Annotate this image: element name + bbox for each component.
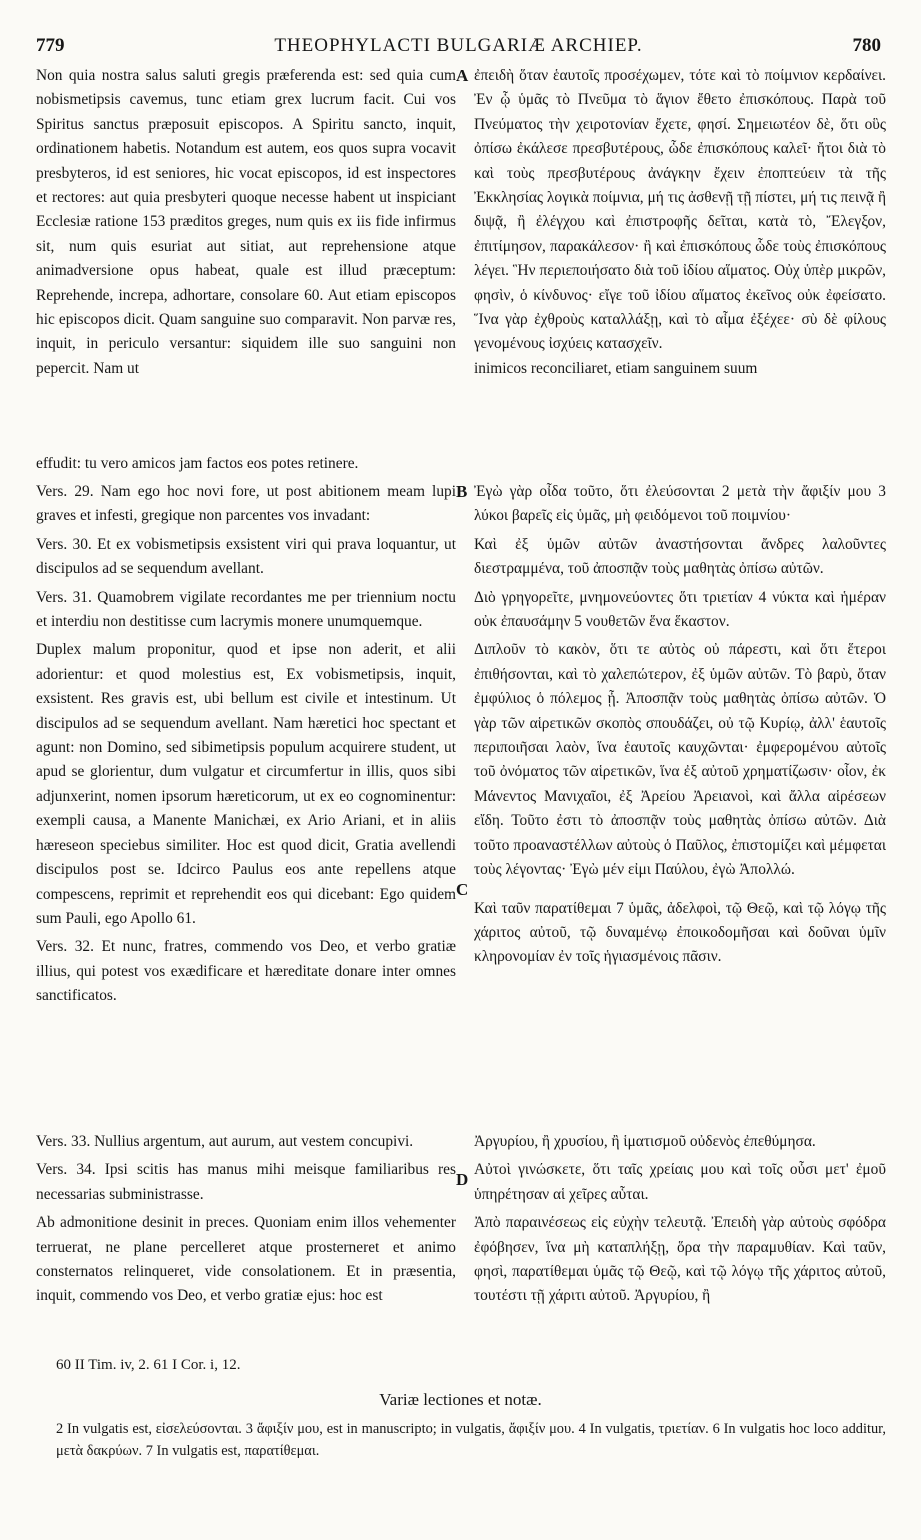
footnotes: 60 II Tim. iv, 2. 61 I Cor. i, 12. <box>56 1357 241 1373</box>
verse-29: Vers. 29. Nam ego hoc novi fore, ut post abitionem meam lupi graves et infesti, gregique non parcentes vos invadant: <box>36 483 456 525</box>
latin-column-top <box>36 64 456 381</box>
running-title: THEOPHYLACTI BULGARIÆ ARCHIEP. <box>274 35 643 56</box>
greek-closing: Ἀπὸ παραινέσεως εἰς εὐχὴν τελευτᾷ. Ἐπειδὴ γὰρ αὐτοὺς σφόδρα ἐφόβησεν, ἵνα μὴ καταπλήξῃ, ὅρα τὴν παραμυθίαν. Καὶ ταῦν, φησὶ, παρατίθεμαι ὑμᾶς τῷ Θεῷ, καὶ τῷ λόγῳ τῆς χάριτος αὐτοῦ, τουτέστι τῇ χάριτι αὐτοῦ. Ἀργυρίου, ἢ <box>474 1214 886 1305</box>
commentary-paragraph: Duplex malum proponitur, quod et ipse non aderit, et alii adorientur: et quod molestius est, Ex vobismetipsis, inquit, exsistent. Res gravis est, ubi bellum est civile et intestinum. Ut discipulos ad se sequendum avellant. Nam hæretici hoc spectant et agunt: non Domino, sed sibimetipsis populum acquirere student, ut apud se glorientur, dum vulgatur et circumfertur in illis, quos sibi adjunxerint, nomen ipsorum hæreticorum, ut ex eo cognominentur: exempli causa, a Manente Manichæi, ex Ario Ariani, et in aliis hæreseon speciebus similiter. Hoc est quod dicit, Gratia avellendi discipulos post se. Idcirco Paulus eos ante repellens atque compescens, reprimit et reprehendit eos qui dicebant: Ego quidem sum Pauli, ego Apollo 61. <box>36 641 456 927</box>
page-number-left: 779 <box>36 35 65 56</box>
latin-column-mid <box>36 480 456 1009</box>
latin-column-low <box>36 1130 456 1309</box>
greek-verse-30: Καὶ ἐξ ὑμῶν αὐτῶν ἀναστήσονται ἄνδρες λαλοῦντες διεστραμμένα, τοῦ ἀποσπᾷν τοὺς μαθητὰς ὀπίσω αὐτῶν. <box>474 535 886 578</box>
full-width-line: effudit: tu vero amicos jam factos eos potes retinere. <box>36 455 359 472</box>
verse-32: Vers. 32. Et nunc, fratres, commendo vos Deo, et verbo gratiæ illius, qui potest vos exædificare et hæreditate donare inter omnes sanctificatos. <box>36 938 456 1005</box>
section-marker-b: B <box>456 482 468 501</box>
greek-verse-29: Ἐγὼ γὰρ οἶδα τοῦτο, ὅτι ἐλεύσονται 2 μετὰ τὴν ἄφιξίν μου 3 λύκοι βαρεῖς εἰς ὑμᾶς, μὴ φειδόμενοι τοῦ ποιμνίου· <box>474 483 886 525</box>
latin-paragraph: Non quia nostra salus saluti gregis præferenda est: sed quia cum nobismetipsis cavemus, tunc etiam grex lucrum facit. Cui vos Spiritus sanctus præposuit episcopos. A Spiritu sancto, inquit, ordinationem habetis. Notandum est autem, eos quos supra vocavit presbyteros, id est seniores, hic vocat episcopos, id est inspectores et rectores: aut quia presbyteri quoque necesse habent ut inspiciant Ecclesiæ ratione 153 præditos greges, num quis ex iis fide infirmus sit, num quis esuriat aut sitiat, aut reprehensione atque animadversione opus habeat, quale est illud præceptum: Reprehende, increpa, adhortare, consolare 60. Aut etiam episcopos hic episcopos dicit. Quam sanguine suo comparavit. Non parvæ res, inquit, in periculo versantur: siquidem ille suo sanguini non pepercit. Nam ut <box>36 67 456 377</box>
variant-readings: 2 In vulgatis est, εἰσελεύσονται. 3 ἄφιξίν μου, est in manuscripto; in vulgatis, ἄφιξίν μου. 4 In vulgatis, τριετίαν. 6 In vulgatis hoc loco additur, μετὰ δακρύων. 7 In vulgatis est, παρατίθεμαι. <box>56 1421 886 1459</box>
section-marker-c: C <box>456 880 469 899</box>
greek-column-low <box>474 1130 886 1309</box>
notes-heading: Variæ lectiones et notæ. <box>379 1390 542 1409</box>
section-marker-d: D <box>456 1170 469 1189</box>
verse-31: Vers. 31. Quamobrem vigilate recordantes me per triennium noctu et interdiu non destitisse cum lacrymis monere unumquemque. <box>36 588 456 631</box>
verse-30: Vers. 30. Et ex vobismetipsis exsistent viri qui prava loquantur, ut discipulos ad se sequendum avellant. <box>36 535 456 578</box>
running-header <box>36 35 881 59</box>
greek-verse-31: Διὸ γρηγορεῖτε, μνημονεύοντες ὅτι τριετίαν 4 νύκτα καὶ ἡμέραν οὐκ ἐπαυσάμην 5 νουθετῶν ἕνα ἕκαστον. <box>474 588 886 631</box>
verse-33: Vers. 33. Nullius argentum, aut aurum, aut vestem concupivi. <box>36 1133 414 1150</box>
greek-paragraph: ἐπειδὴ ὅταν ἑαυτοῖς προσέχωμεν, τότε καὶ τὸ ποίμνιον κερδαίνει. Ἐν ᾧ ὑμᾶς τὸ Πνεῦμα τὸ ἅγιον ἔθετο ἐπισκόπους. Παρὰ τοῦ Πνεύματος τὴν χειροτονίαν ἔχετε, φησί. Σημειωτέον δὲ, ὅτι οὓς ὀπίσω ἐκάλεσε πρεσβυτέρους, ὧδε ἐπισκόπους καλεῖ· ἤτοι διὰ τὸ καὶ τοὺς πρεσβυτέρους ἀνάγκην ἔχειν ἐποπτεύειν τὰ τῆς Ἐκκλησίας λογικὰ ποίμνια, μή τις ἀσθενῇ τῇ πίστει, μή τις πεινᾷ ἢ διψᾷ, ἢ ἐλέγχου καὶ ἐπιστροφῆς δεῖται, κατὰ τὸ, Ἔλεγξον, ἐπιτίμησον, παρακάλεσον· ἢ καὶ ἐπισκόπους ὧδε τοὺς ἐπισκόπους λέγει. Ἣν περιεποιήσατο διὰ τοῦ ἰδίου αἵματος. Οὐχ ὑπὲρ μικρῶν, φησὶν, ὁ κίνδυνος· εἴγε τοῦ ἰδίου αἵματος ἐκεῖνος οὐκ ἐφείσατο. Ἵνα γὰρ ἐχθροὺς καταλλάξῃ, καὶ τὸ αἷμα ἐξέχεε· σὺ δὲ φίλους γενομένους ἰσχύεις κατασχεῖν. <box>474 67 886 353</box>
closing-paragraph: Ab admonitione desinit in preces. Quoniam enim illos vehementer terruerat, ne plane percelleret atque prosterneret et animo consternatos relinqueret, vide consolationem. Et in præsentia, inquit, commendo vos Deo, et verbo gratiæ ejus: hoc est <box>36 1214 456 1305</box>
greek-commentary: Διπλοῦν τὸ κακὸν, ὅτι τε αὐτὸς οὐ πάρεστι, καὶ ὅτι ἕτεροι ἐπιθήσονται, καὶ τὸ χαλεπώτερον, ἐξ ὑμῶν αὐτῶν. Τὸ βαρὺ, ὅταν ἐμφύλιος ὁ πόλεμος ᾖ. Ἀποσπᾷν τοὺς μαθητὰς ὀπίσω αὐτῶν. Ὁ γὰρ τῶν αἱρετικῶν σκοπὸς σπουδάζει, οὐ τῷ Κυρίῳ, ἀλλ' ἑαυτοῖς περιποιῆσαι λαὸν, ἵνα ἑαυτοῖς καυχῶνται· ἐμφερομένου αὐτοῖς τοῦ ὀνόματος τῶν αἱρετικῶν, ἵνα ἐξ αὐτοῦ χρηματίζωσιν· οἷον, ἐκ Μάνεντος Μανιχαῖοι, ἐξ Ἀρείου Ἀρειανοὶ, καὶ ἄλλα αἱρέσεων εἴδη. Τοῦτο ἐστι τὸ ἀποσπᾷν τοὺς μαθητὰς ὀπίσω αὐτῶν. Διὰ τοῦτο προαναστέλλων αὐτοὺς ὁ Παῦλος, ἐπιστομίζει καὶ μέμφεται τοὺς λέγοντας· Ἐγὼ μέν εἰμι Παύλου, ἐγὼ Ἀπολλώ. <box>474 641 886 879</box>
greek-verse-34: Αὐτοὶ γινώσκετε, ὅτι ταῖς χρείαις μου καὶ τοῖς οὖσι μετ' ἐμοῦ ὑπηρέτησαν αἱ χεῖρες αὗται. <box>474 1161 886 1203</box>
verse-34: Vers. 34. Ipsi scitis has manus mihi meisque familiaribus res necessarias subministrasse. <box>36 1161 456 1203</box>
page-number-right: 780 <box>852 35 881 56</box>
greek-verse-32: Καὶ ταῦν παρατίθεμαι 7 ὑμᾶς, ἀδελφοὶ, τῷ Θεῷ, καὶ τῷ λόγῳ τῆς χάριτος αὐτοῦ, τῷ δυναμένῳ ἐποικοδομῆσαι καὶ δοῦναι ὑμῖν κληρονομίαν ἐν τοῖς ἡγιασμένοις πᾶσιν. <box>474 899 886 966</box>
section-marker-a: A <box>456 66 469 85</box>
greek-column-latin-tail: inimicos reconciliaret, etiam sanguinem suum <box>474 359 758 377</box>
greek-verse-33: Ἀργυρίου, ἢ χρυσίου, ἢ ἱματισμοῦ οὐδενὸς ἐπεθύμησα. <box>474 1133 816 1150</box>
greek-column-top <box>474 64 886 381</box>
greek-column-mid <box>474 480 886 970</box>
